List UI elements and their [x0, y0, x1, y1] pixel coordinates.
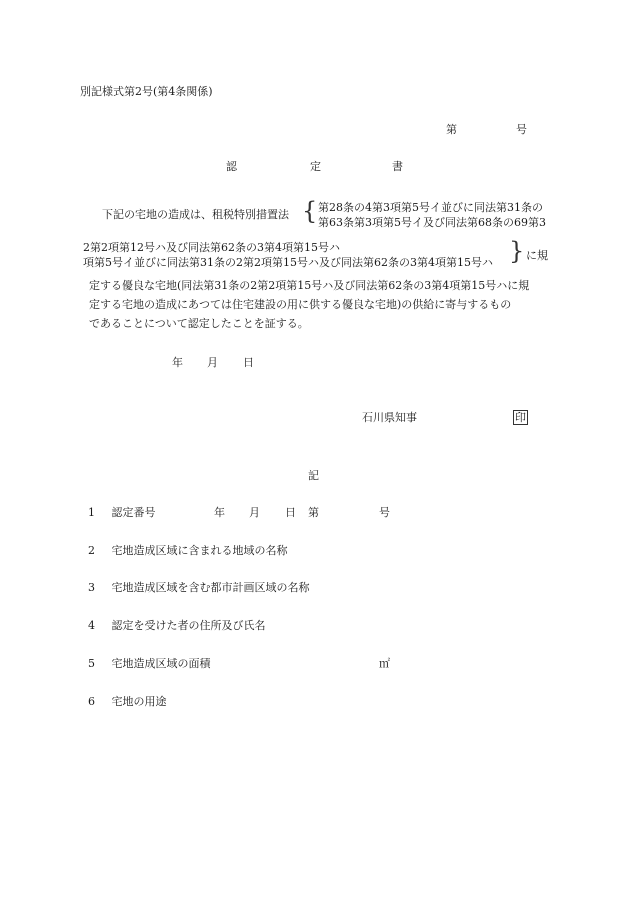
brace-line-1b: 第63条第3項第5号イ及び同法第68条の69第3 — [318, 216, 546, 229]
item-number: 3 — [88, 581, 95, 594]
item-number: 5 — [88, 657, 95, 670]
continuation-line-2: 定する宅地の造成にあつては住宅建設の用に供する優良な宅地)の供給に寄与するもの — [89, 298, 512, 311]
date-month: 月 — [207, 356, 218, 369]
item-2 — [88, 545, 288, 556]
continuation-line-3: であることについて認定したことを証する。 — [89, 317, 309, 330]
body-intro: 下記の宅地の造成は、租税特別措置法 — [102, 208, 289, 221]
item-number: 4 — [88, 619, 95, 632]
number-go: 号 — [516, 123, 527, 136]
number-dai: 第 — [446, 123, 457, 136]
item-label: 宅地造成区域の面積 — [111, 657, 211, 670]
item-3 — [88, 582, 310, 593]
item-1-go: 号 — [379, 506, 390, 519]
form-label: 別記様式第2号(第4条関係) — [80, 85, 213, 98]
item-1-month: 月 — [249, 506, 260, 519]
item-1-year: 年 — [214, 506, 225, 519]
item-label: 認定番号 — [111, 506, 156, 519]
ki-heading: 記 — [308, 469, 319, 482]
brace-line-2a: 2第2項第12号ハ及び同法第62条の3第4項第15号ハ — [83, 241, 340, 254]
continuation-line-1: 定する優良な宅地(同法第31条の2第2項第15号ハ及び同法第62条の3第4項第15号ハに規 — [89, 279, 530, 292]
item-number: 2 — [88, 544, 95, 557]
left-brace-1: { — [302, 197, 318, 225]
item-4 — [88, 620, 266, 631]
item-1-dai: 第 — [308, 506, 319, 519]
issuer-name: 石川県知事 — [362, 411, 417, 424]
date-day: 日 — [243, 356, 254, 369]
title-char-2: 定 — [310, 160, 321, 173]
item-number: 1 — [88, 506, 95, 519]
seal-mark — [513, 410, 528, 425]
brace-line-1a: 第28条の4第3項第5号イ並びに同法第31条の — [318, 201, 543, 214]
title-char-1: 認 — [226, 160, 237, 173]
item-1-day: 日 — [285, 506, 296, 519]
item-label: 宅地造成区域に含まれる地域の名称 — [111, 544, 288, 557]
item-label: 認定を受けた者の住所及び氏名 — [111, 619, 266, 632]
item-6 — [88, 696, 167, 707]
date-year: 年 — [172, 356, 183, 369]
item-5-unit: ㎡ — [379, 657, 390, 670]
ni-ki-text: に規 — [526, 249, 548, 262]
brace-line-2b: 項第5号イ並びに同法第31条の2第2項第15号ハ及び同法第62条の3第4項第15号ハ — [83, 256, 493, 269]
item-label: 宅地の用途 — [111, 695, 167, 708]
title-char-3: 書 — [392, 160, 403, 173]
item-label: 宅地造成区域を含む都市計画区域の名称 — [111, 581, 310, 594]
right-brace-2: } — [509, 237, 525, 265]
seal-label: 印 — [515, 411, 526, 424]
item-number: 6 — [88, 695, 95, 708]
item-1 — [88, 507, 156, 518]
item-5 — [88, 658, 211, 669]
